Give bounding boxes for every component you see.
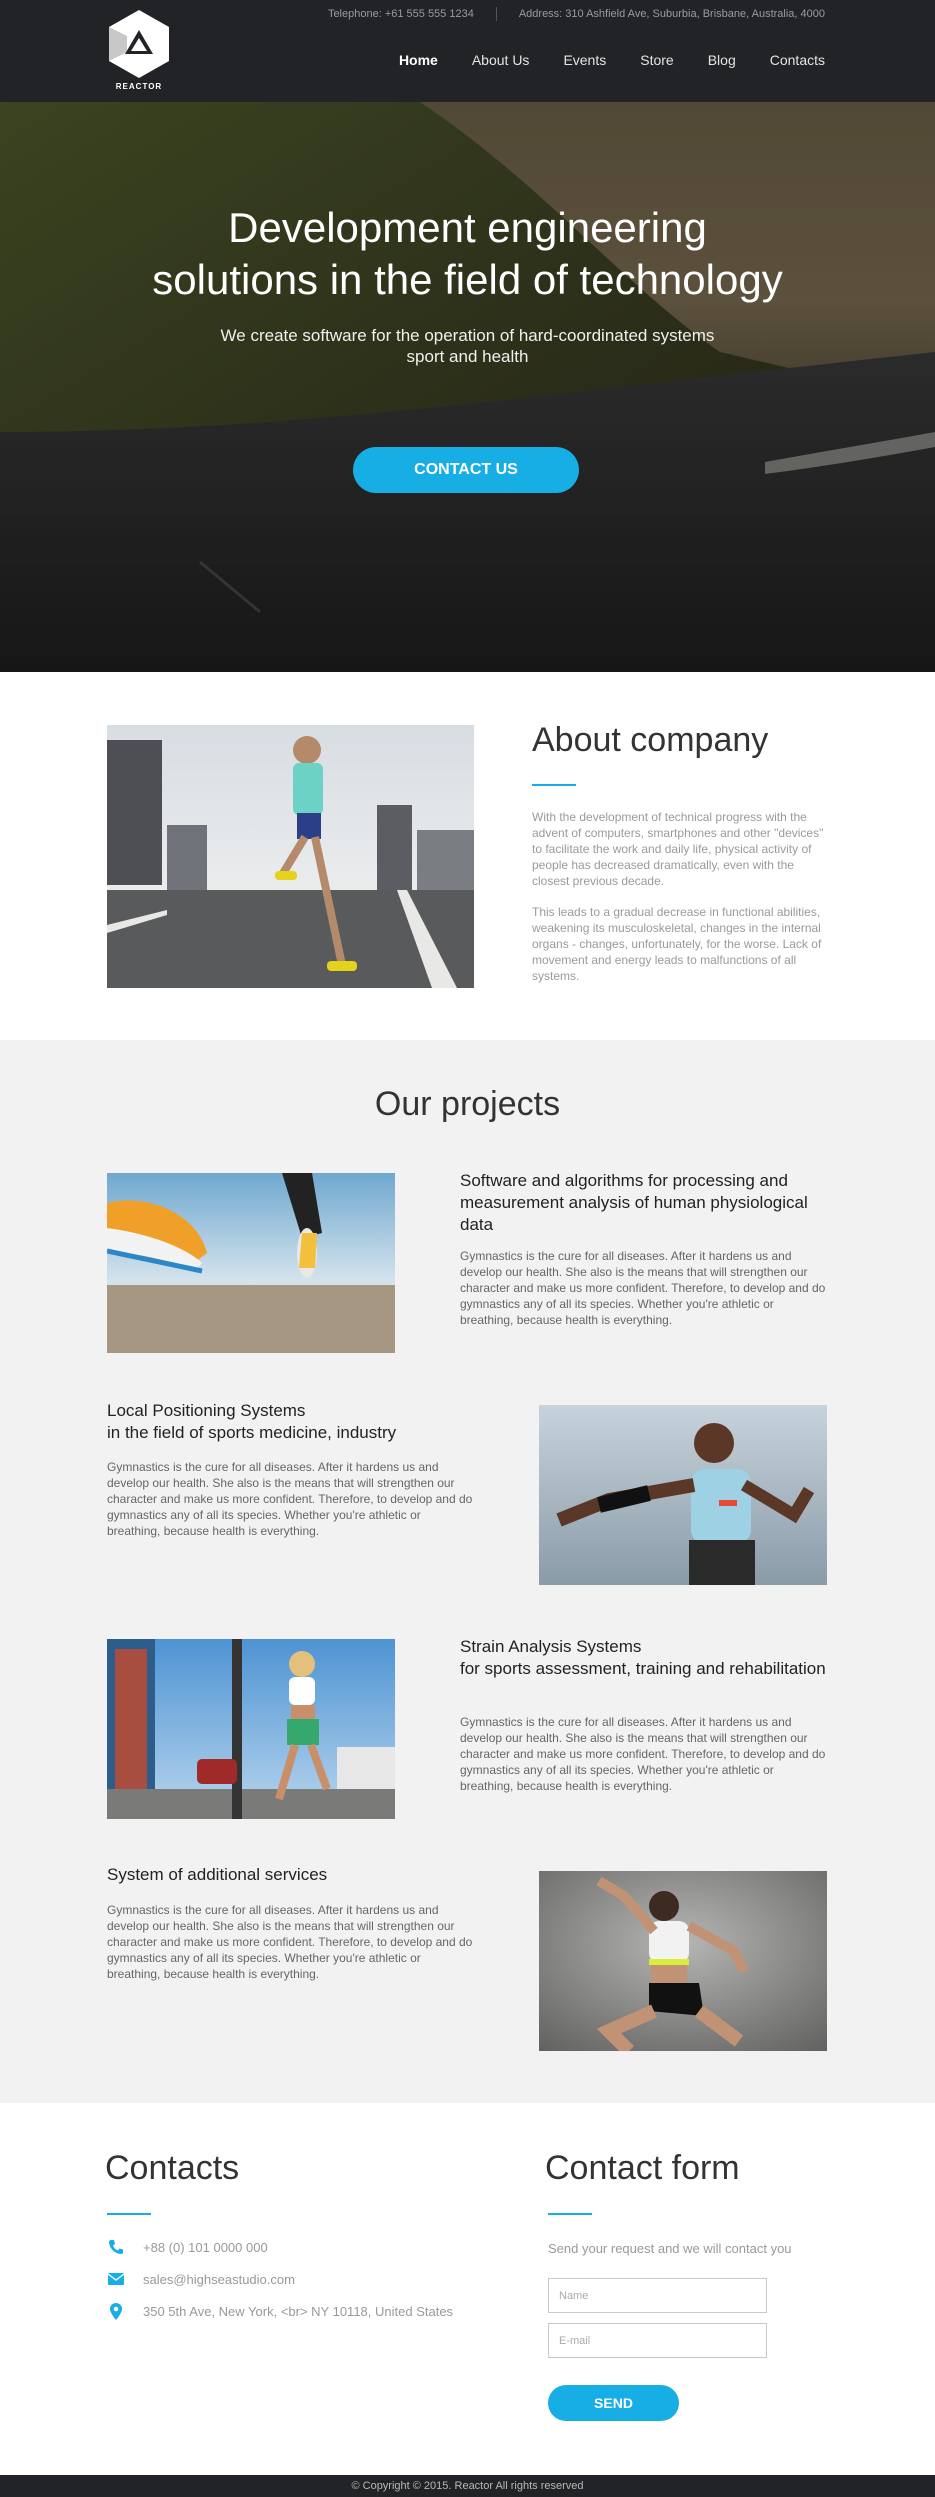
project-3-title: Strain Analysis Systems for sports assessment, training and rehabilitation	[460, 1637, 826, 1678]
about-paragraph-2: This leads to a gradual decrease in functional abilities, weakening its musculoskeletal, changes in the internal organs - changes, unfortunately, for the worse. Lack of movement and energy leads to malfunctions of all systems.	[532, 905, 822, 983]
address-text: Address: 310 Ashfield Ave, Suburbia, Brisbane, Australia, 4000	[518, 8, 825, 20]
project-1-title: Software and algorithms for processing and measurement analysis of human physiological data	[460, 1171, 808, 1234]
nav-blog[interactable]: Blog	[707, 52, 736, 68]
about-section	[0, 672, 935, 1040]
about-runner-image	[107, 725, 474, 988]
project-2-title: Local Positioning Systems in the field of sports medicine, industry	[107, 1401, 397, 1442]
projects-title: Our projects	[374, 1085, 561, 1123]
reactor-logo[interactable]	[105, 8, 173, 92]
topbar-divider	[496, 7, 497, 21]
topbar	[328, 7, 825, 21]
project-1-image	[107, 1173, 395, 1353]
contact-phone	[107, 2238, 268, 2256]
contact-form-lead: Send your request and we will contact you	[548, 2241, 792, 2256]
project-2-image	[539, 1405, 827, 1585]
email-field[interactable]	[548, 2323, 767, 2358]
logo-icon	[105, 8, 173, 80]
contacts-section	[0, 2103, 935, 2475]
nav-about-us[interactable]: About Us	[471, 52, 530, 68]
contact-address	[107, 2302, 453, 2320]
about-accent-line	[532, 784, 576, 786]
map-pin-icon	[107, 2302, 125, 2320]
hero-section	[0, 102, 935, 672]
telephone-text: Telephone: +61 555 555 1234	[327, 8, 474, 20]
project-1-text: Gymnastics is the cure for all diseases. After it hardens us and develop our health. She also is the means that will strengthen our character and make us more confident. Therefore, to develop and do gymnastics any of all its species. Whether you're athletic or breathing, because health is everything.	[460, 1249, 826, 1327]
project-4-image	[539, 1871, 827, 2051]
hero-subtitle-line1: We create software for the operation of hard-coordinated systems	[220, 326, 715, 345]
project-4-title: System of additional services	[107, 1865, 328, 1884]
project-4-text: Gymnastics is the cure for all diseases. After it hardens us and develop our health. She also is the means that will strengthen our character and make us more confident. Therefore, to develop and do gymnastics any of all its species. Whether you're athletic or breathing, because health is everything.	[107, 1903, 473, 1981]
contact-form-title: Contact form	[545, 2149, 740, 2187]
logo-text: REACTOR	[115, 82, 163, 91]
contact-email	[107, 2270, 295, 2288]
project-3-image	[107, 1639, 395, 1819]
nav-home[interactable]: Home	[398, 52, 438, 68]
contact-form-accent-line	[548, 2213, 592, 2215]
site-header	[0, 0, 935, 102]
hero-subtitle-line2: sport and health	[406, 347, 529, 366]
contact-phone-text[interactable]: +88 (0) 101 0000 000	[143, 2239, 268, 2255]
hero-title-line1: Development engineering	[228, 204, 707, 251]
nav-events[interactable]: Events	[563, 52, 607, 68]
phone-icon	[107, 2238, 125, 2256]
contact-email-text[interactable]: sales@highseastudio.com	[143, 2271, 295, 2287]
projects-section	[0, 1040, 935, 2103]
main-nav	[365, 52, 825, 68]
about-paragraph-1: With the development of technical progress with the advent of computers, smartphones and other "devices" to facilitate the work and daily life, physical activity of people has decreased dramatically, even with the closest previous decade.	[532, 810, 824, 888]
about-title: About company	[532, 721, 769, 759]
envelope-icon	[107, 2270, 125, 2288]
name-field[interactable]	[548, 2278, 767, 2313]
copyright-text: © Copyright © 2015. Reactor All rights reserved	[351, 2480, 584, 2492]
contacts-title: Contacts	[105, 2149, 240, 2187]
contacts-accent-line	[107, 2213, 151, 2215]
hero-title	[0, 202, 935, 306]
nav-store[interactable]: Store	[640, 52, 674, 68]
contact-address-text: 350 5th Ave, New York, <br> NY 10118, United States	[143, 2303, 454, 2319]
about-text	[532, 809, 828, 999]
hero-title-line2: solutions in the field of technology	[152, 256, 783, 303]
project-3-text: Gymnastics is the cure for all diseases. After it hardens us and develop our health. She also is the means that will strengthen our character and make us more confident. Therefore, to develop and do gymnastics any of all its species. Whether you're athletic or breathing, because health is everything.	[460, 1715, 826, 1793]
contact-us-button[interactable]: CONTACT US	[353, 447, 579, 493]
hero-subtitle	[0, 325, 935, 367]
site-footer	[0, 2475, 935, 2497]
nav-contacts[interactable]: Contacts	[769, 52, 825, 68]
hero-background-image	[0, 102, 935, 672]
project-2-text: Gymnastics is the cure for all diseases. After it hardens us and develop our health. She also is the means that will strengthen our character and make us more confident. Therefore, to develop and do gymnastics any of all its species. Whether you're athletic or breathing, because health is everything.	[107, 1460, 473, 1538]
send-button[interactable]: SEND	[548, 2385, 679, 2421]
